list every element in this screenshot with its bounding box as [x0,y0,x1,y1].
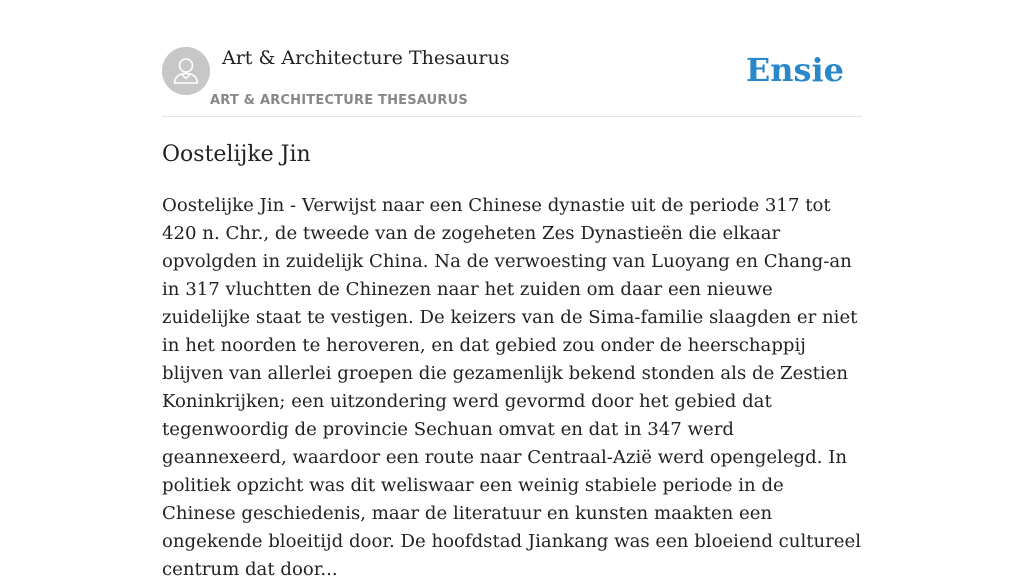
ensie-logo[interactable]: Ensie [745,51,844,89]
author-name[interactable]: Art & Architecture Thesaurus [222,47,510,69]
article-body: Oostelijke Jin - Verwijst naar een Chinese dynastie uit de periode 317 tot 420 n. Chr., de tweede van de zogeheten Zes Dynastieën die elkaar opvolgden in zuidelijk China. Na de verwoesting van Luoyang en Chang-an in 317 vluchtten de Chinezen naar het zuiden om daar een nieuwe zuidelijke staat te vestigen. De keizers van de Sima-familie slaagden er niet in het noorden te heroveren, en dat gebied zou onder de heerschappij blijven van allerlei groepen die gezamenlijk bekend stonden als de Zestien Koninkrijken; een uitzondering werd gevormd door het gebied dat tegenwoordig de provincie Sechuan omvat en dat in 347 werd geannexeerd, waardoor een route naar Centraal-Azië werd opengelegd. In politiek opzicht was dit weliswaar een weinig stabiele periode in de Chinese geschiedenis, maar de literatuur en kunsten maakten een ongekende bloeitijd door. De hoofdstad Jiankang was een bloeiend cultureel centrum dat door... [162,195,862,580]
article-title: Oostelijke Jin [162,142,311,167]
author-source-link[interactable]: ART & ARCHITECTURE THESAURUS [210,93,468,108]
header [162,0,862,117]
author-avatar[interactable] [162,47,210,95]
user-icon [162,47,210,95]
